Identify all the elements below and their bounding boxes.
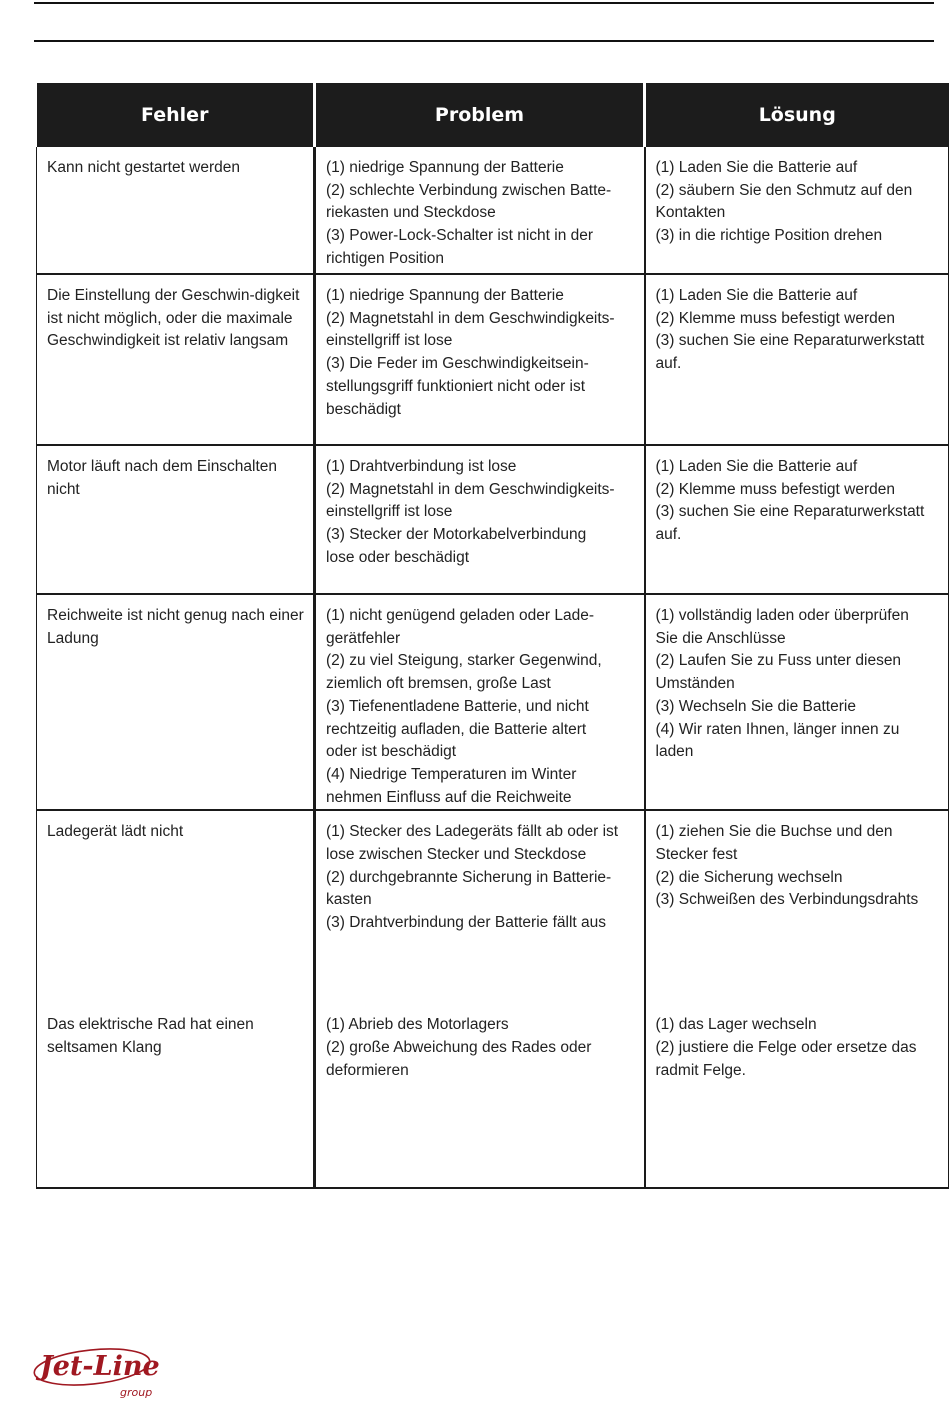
- loesung-line: (3) Wechseln Sie die Batterie: [655, 697, 856, 715]
- loesung-line: (1) vollständig laden oder überprüfen: [655, 607, 909, 624]
- problem-line: (1) Abrieb des Motorlagers: [326, 1016, 509, 1034]
- loesung-line: Kontakten: [655, 204, 726, 222]
- loesung-line: Stecker fest: [655, 846, 738, 864]
- loesung-line: (1) ziehen Sie die Buchse und den: [655, 823, 893, 841]
- loesung-line: (1) Laden Sie die Batterie auf: [655, 159, 858, 176]
- loesung-line: (4) Wir raten Ihnen, länger innen zu: [655, 720, 900, 738]
- cell-loesung: [645, 1004, 949, 1188]
- problem-line: (2) schlechte Verbindung zwischen Batte-: [326, 181, 612, 199]
- troubleshooting-table: [36, 83, 949, 1189]
- loesung-line: Umständen: [655, 675, 735, 693]
- problem-line: (2) durchgebrannte Sicherung in Batterie-: [326, 868, 612, 886]
- problem-line: nehmen Einfluss auf die Reichweite: [326, 788, 572, 806]
- problem-line: kasten: [326, 891, 372, 909]
- loesung-line: (1) Laden Sie die Batterie auf: [655, 287, 858, 304]
- loesung-line: (3) suchen Sie eine Reparaturwerkstatt: [655, 503, 925, 521]
- top-rule: [34, 2, 934, 4]
- table-row: [37, 1004, 949, 1188]
- loesung-line: radmit Felge.: [655, 1061, 746, 1079]
- problem-line: ziemlich oft bremsen, große Last: [326, 675, 551, 693]
- jet-line-logo: [30, 1343, 160, 1403]
- problem-line: (3) Tiefenentladene Batterie, und nicht: [326, 697, 589, 715]
- loesung-line: (2) justiere die Felge oder ersetze das: [655, 1039, 917, 1057]
- loesung-line: auf.: [655, 526, 682, 544]
- problem-line: richtigen Position: [326, 249, 445, 267]
- problem-line: (2) Magnetstahl in dem Geschwindigkeits-: [326, 309, 615, 327]
- loesung-line: (2) die Sicherung wechseln: [655, 868, 843, 886]
- problem-line: (1) Drahtverbindung ist lose: [326, 458, 517, 475]
- table-header-row: [37, 83, 949, 147]
- cell-fehler: Das elektrische Rad hat einen seltsamen Klang: [37, 1004, 315, 1188]
- table-row: [37, 147, 949, 274]
- cell-fehler: Ladegerät lädt nicht: [37, 810, 315, 1004]
- loesung-line: (3) Schweißen des Verbindungsdrahts: [655, 891, 919, 909]
- loesung-line: (3) suchen Sie eine Reparaturwerkstatt: [655, 332, 925, 350]
- header-rule: [34, 40, 934, 42]
- cell-problem: [315, 147, 645, 274]
- loesung-line: laden: [655, 743, 694, 761]
- cell-loesung: [645, 810, 949, 1004]
- table-row: [37, 810, 949, 1004]
- loesung-line: (3) in die richtige Position drehen: [655, 227, 883, 245]
- loesung-line: (2) Klemme muss befestigt werden: [655, 480, 895, 498]
- logo-brand-text: Jet-Line: [40, 1351, 160, 1382]
- problem-line: einstellgriff ist lose: [326, 503, 453, 521]
- header-loesung: Lösung: [645, 83, 949, 147]
- problem-line: (1) niedrige Spannung der Batterie: [326, 159, 564, 176]
- problem-line: lose zwischen Stecker und Steckdose: [326, 846, 587, 864]
- loesung-line: auf.: [655, 355, 682, 373]
- logo-group-text: group: [120, 1386, 153, 1399]
- loesung-line: (2) Klemme muss befestigt werden: [655, 309, 895, 327]
- problem-line: (1) Stecker des Ladegeräts fällt ab oder ist: [326, 823, 619, 841]
- cell-problem: [315, 445, 645, 594]
- cell-fehler: Reichweite ist nicht genug nach einer Ladung: [37, 594, 315, 810]
- problem-line: riekasten und Steckdose: [326, 204, 496, 222]
- header-problem: Problem: [315, 83, 645, 147]
- cell-problem: [315, 810, 645, 1004]
- problem-line: (1) nicht genügend geladen oder Lade-: [326, 607, 595, 624]
- problem-line: oder ist beschädigt: [326, 743, 457, 761]
- problem-line: rechtzeitig aufladen, die Batterie altert: [326, 720, 587, 738]
- table-row: [37, 594, 949, 810]
- cell-problem: [315, 594, 645, 810]
- loesung-line: (2) Laufen Sie zu Fuss unter diesen: [655, 652, 902, 670]
- table-row: [37, 274, 949, 445]
- problem-line: (2) Magnetstahl in dem Geschwindigkeits-: [326, 480, 615, 498]
- cell-fehler: Motor läuft nach dem Einschalten nicht: [37, 445, 315, 594]
- problem-line: beschädigt: [326, 400, 401, 418]
- problem-line: (4) Niedrige Temperaturen im Winter: [326, 765, 577, 783]
- cell-fehler: Kann nicht gestartet werden: [37, 147, 315, 274]
- problem-line: deformieren: [326, 1061, 409, 1079]
- problem-line: (2) zu viel Steigung, starker Gegenwind,: [326, 652, 602, 670]
- cell-loesung: [645, 147, 949, 274]
- loesung-line: (1) Laden Sie die Batterie auf: [655, 458, 858, 475]
- cell-problem: [315, 274, 645, 445]
- problem-line: (3) Die Feder im Geschwindigkeitsein-: [326, 355, 589, 373]
- table-row: [37, 445, 949, 594]
- problem-line: einstellgriff ist lose: [326, 332, 453, 350]
- problem-line: gerätfehler: [326, 629, 401, 647]
- cell-fehler: Die Einstellung der Geschwin-digkeit ist nicht möglich, oder die maximale Geschwindigkeit ist relativ langsam: [37, 274, 315, 445]
- problem-line: (2) große Abweichung des Rades oder: [326, 1039, 592, 1057]
- problem-line: lose oder beschädigt: [326, 548, 470, 566]
- problem-line: (3) Stecker der Motorkabelverbindung: [326, 526, 587, 544]
- loesung-line: Sie die Anschlüsse: [655, 629, 786, 647]
- loesung-line: (1) das Lager wechseln: [655, 1016, 817, 1034]
- cell-loesung: [645, 274, 949, 445]
- cell-problem: [315, 1004, 645, 1188]
- cell-loesung: [645, 445, 949, 594]
- header-fehler: Fehler: [37, 83, 315, 147]
- cell-loesung: [645, 594, 949, 810]
- problem-line: (3) Drahtverbindung der Batterie fällt aus: [326, 914, 607, 932]
- problem-line: (1) niedrige Spannung der Batterie: [326, 287, 564, 304]
- problem-line: stellungsgriff funktioniert nicht oder ist: [326, 377, 586, 395]
- problem-line: (3) Power-Lock-Schalter ist nicht in der: [326, 227, 594, 245]
- loesung-line: (2) säubern Sie den Schmutz auf den: [655, 181, 913, 199]
